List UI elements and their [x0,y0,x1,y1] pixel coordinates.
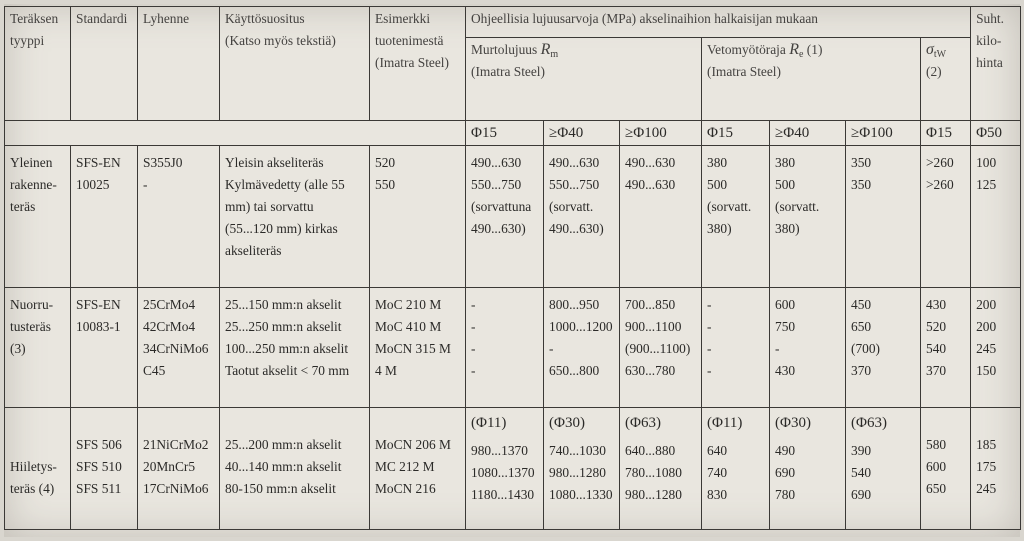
cell-line: 380) [707,221,732,236]
cell-line: Taotut akselit < 70 mm [225,363,350,378]
header-tensile-sub: m [550,49,559,60]
cell-line: (55...120 mm) kirkas [225,221,338,236]
cell-price [971,288,1021,408]
cell-re-40 [770,146,846,288]
header-fatigue-note: (2) [926,64,942,79]
cell-line: 25CrMo4 [143,297,196,312]
cell-line: teräs [10,199,36,214]
cell-line: MoCN 206 M [375,437,451,452]
cell-line: 500 [775,177,796,192]
cell-line: 175 [976,459,997,474]
header-yield-note: (1) [806,42,823,57]
header-yield-label: Vetomyötöraja [707,42,786,57]
cell-line: MC 212 M [375,459,435,474]
cell-line: 350 [851,177,872,192]
header-row-1 [5,7,1021,38]
cell-standard [71,408,138,530]
cell-line: 780...1080 [625,465,682,480]
cell-line: 740...1030 [549,443,606,458]
cell-rm-15 [466,288,544,408]
cell-line: MoC 210 M [375,297,442,312]
cell-line: 780 [775,487,796,502]
header-diameter: Φ15 [921,121,971,146]
cell-line: 430 [926,297,947,312]
cell-price [971,146,1021,288]
header-diameter: Φ50 [971,121,1021,146]
cell-line: 4 M [375,363,397,378]
header-fatigue [921,38,971,121]
header-example [370,7,466,121]
header-price-line: hinta [976,55,1003,70]
header-diameter-row [5,121,1021,146]
cell-line [225,412,364,434]
cell-line: >260 [926,177,954,192]
cell-line [10,434,65,456]
cell-re-15 [702,408,770,530]
header-example-line: tuotenimestä [375,33,444,48]
cell-line: (sorvattuna [471,199,532,214]
cell-line: 380 [707,155,728,170]
cell-example [370,146,466,288]
cell-line: 42CrMo4 [143,319,196,334]
cell-sigma [921,408,971,530]
cell-line: 650 [851,319,872,334]
cell-line: - [707,363,712,378]
header-yield-sub: e [798,49,804,60]
cell-standard [71,288,138,408]
cell-line: 1080...1330 [549,487,613,502]
header-tensile-label: Murtolujuus [471,42,538,57]
cell-line: (Φ11) [707,415,743,431]
cell-line: SFS-EN [76,297,121,312]
cell-line: >260 [926,155,954,170]
header-fatigue-symbol: σ [926,41,934,58]
cell-line: 40...140 mm:n akselit [225,459,342,474]
cell-line: 370 [926,363,947,378]
cell-line: (3) [10,341,26,356]
cell-line: 550...750 [549,177,600,192]
cell-line: 34CrNiMo6 [143,341,209,356]
cell-line [10,412,65,434]
cell-line: 980...1280 [625,487,682,502]
cell-line: 490...630) [549,221,604,236]
cell-line: 450 [851,297,872,312]
cell-line: S355J0 [143,155,183,170]
cell-line: (Φ11) [471,415,507,431]
cell-line: Yleisin akseliteräs [225,155,324,170]
cell-usage [220,408,370,530]
cell-abbreviation [138,146,220,288]
cell-line: 21NiCrMo2 [143,437,209,452]
cell-line: 540 [851,465,872,480]
cell-line: 490...630 [625,155,676,170]
cell-line: C45 [143,363,166,378]
cell-re-100 [846,146,921,288]
cell-line: 640 [707,443,728,458]
cell-line: 500 [707,177,728,192]
cell-re-40 [770,408,846,530]
header-diameter: ≥Φ40 [770,121,846,146]
cell-line [143,412,214,434]
cell-line: 100...250 mm:n akselit [225,341,349,356]
cell-line: 490...630) [471,221,526,236]
cell-line: 200 [976,319,997,334]
cell-line: mm) tai sorvattu [225,199,314,214]
group-row-carburizing [5,408,1021,530]
cell-line: 800...950 [549,297,600,312]
cell-line: (900...1100) [625,341,691,356]
cell-line: - [707,319,712,334]
cell-line: 380) [775,221,800,236]
cell-re-15 [702,146,770,288]
header-fatigue-sub: tW [933,49,947,60]
cell-line: 17CrNiMo6 [143,481,209,496]
cell-line: - [471,363,476,378]
cell-rm-15 [466,408,544,530]
header-diameter: Φ15 [466,121,544,146]
cell-rm-100 [620,146,702,288]
cell-line: MoCN 315 M [375,341,451,356]
cell-line [976,412,1015,434]
cell-line: 350 [851,155,872,170]
cell-rm-40 [544,288,620,408]
cell-line: 245 [976,341,997,356]
header-example-line: Esimerkki [375,11,431,26]
cell-type [5,408,71,530]
cell-line: 520 [926,319,947,334]
cell-usage [220,146,370,288]
cell-line: 10083-1 [76,319,121,334]
document-page [4,4,1020,537]
cell-line: 900...1100 [625,319,682,334]
cell-line: 390 [851,443,872,458]
cell-line: 430 [775,363,796,378]
cell-line: 600 [926,459,947,474]
cell-line: 1080...1370 [471,465,535,480]
cell-example [370,288,466,408]
cell-rm-15 [466,146,544,288]
cell-line: - [471,319,476,334]
cell-price [971,408,1021,530]
header-price [971,7,1021,121]
cell-line: 980...1370 [471,443,528,458]
cell-line: - [471,297,476,312]
cell-line: 185 [976,437,997,452]
cell-line: (700) [851,341,881,356]
cell-line: 540 [926,341,947,356]
cell-line: 640...880 [625,443,676,458]
header-usage-line: Käyttösuositus [225,11,305,26]
header-type-line: Teräksen [10,11,59,26]
header-type [5,7,71,121]
header-type-line: tyyppi [10,33,45,48]
cell-line: SFS 511 [76,481,122,496]
cell-line: 580 [926,437,947,452]
cell-rm-40 [544,408,620,530]
cell-line: (Φ30) [775,415,811,431]
cell-line: 490...630 [471,155,522,170]
cell-line: 380 [775,155,796,170]
cell-line: 200 [976,297,997,312]
header-diameter: ≥Φ100 [846,121,921,146]
cell-line [375,412,460,434]
cell-line: 700...850 [625,297,676,312]
header-price-line: Suht. [976,11,1004,26]
cell-rm-40 [544,146,620,288]
cell-re-40 [770,288,846,408]
cell-re-15 [702,288,770,408]
cell-type [5,288,71,408]
cell-line: Nuorru- [10,297,54,312]
cell-line: 520 [375,155,396,170]
cell-line: 650...800 [549,363,600,378]
cell-line: - [707,341,712,356]
cell-line: 245 [976,481,997,496]
cell-sigma [921,288,971,408]
header-example-line: (Imatra Steel) [375,55,449,70]
cell-line: - [775,341,780,356]
cell-line: 690 [851,487,872,502]
header-diameter: ≥Φ40 [544,121,620,146]
cell-line: rakenne- [10,177,57,192]
header-usage [220,7,370,121]
cell-line: - [549,341,554,356]
cell-line: 490...630 [625,177,676,192]
cell-line: (sorvatt. [707,199,752,214]
header-diameter: Φ15 [702,121,770,146]
cell-line: 1000...1200 [549,319,613,334]
cell-line: 370 [851,363,872,378]
header-yield-symbol: R [789,41,799,58]
cell-line: Hiiletys- [10,459,57,474]
header-usage-line: (Katso myös tekstiä) [225,33,336,48]
cell-line: akseliteräs [225,243,282,258]
header-price-line: kilo- [976,33,1002,48]
cell-line: 25...200 mm:n akselit [225,437,342,452]
cell-type [5,146,71,288]
header-tensile-source: (Imatra Steel) [471,64,545,79]
cell-re-100 [846,408,921,530]
header-abbreviation-text: Lyhenne [143,11,190,26]
cell-rm-100 [620,288,702,408]
cell-line: 600 [775,297,796,312]
cell-rm-100 [620,408,702,530]
cell-line: 490 [775,443,796,458]
cell-line: (sorvatt. [549,199,594,214]
cell-line: MoC 410 M [375,319,442,334]
cell-line: - [707,297,712,312]
group-row-general [5,146,1021,288]
cell-line: - [471,341,476,356]
cell-line: 650 [926,481,947,496]
cell-line: (Φ63) [851,415,887,431]
cell-line: 150 [976,363,997,378]
cell-line: Kylmävedetty (alle 55 [225,177,345,192]
cell-line: teräs (4) [10,481,55,496]
cell-line [76,412,132,434]
cell-line: 1180...1430 [471,487,535,502]
cell-line: 980...1280 [549,465,606,480]
cell-line [926,412,965,434]
cell-line: 25...250 mm:n akselit [225,319,342,334]
cell-line: 740 [707,465,728,480]
header-diameter-spacer [5,121,466,146]
cell-line: 550...750 [471,177,522,192]
cell-example [370,408,466,530]
cell-sigma [921,146,971,288]
header-yield-source: (Imatra Steel) [707,64,781,79]
cell-line: 25...150 mm:n akselit [225,297,342,312]
cell-line: 10025 [76,177,110,192]
cell-line: 20MnCr5 [143,459,196,474]
cell-line: 690 [775,465,796,480]
cell-line: SFS 506 [76,437,122,452]
cell-usage [220,288,370,408]
steel-properties-table [4,6,1021,530]
cell-line: 830 [707,487,728,502]
cell-line: - [143,177,148,192]
cell-line: 550 [375,177,396,192]
cell-re-100 [846,288,921,408]
header-standard [71,7,138,121]
header-diameter: ≥Φ100 [620,121,702,146]
cell-line: 630...780 [625,363,676,378]
cell-standard [71,146,138,288]
header-abbreviation [138,7,220,121]
cell-line: MoCN 216 [375,481,436,496]
cell-line: SFS-EN [76,155,121,170]
cell-line: 80-150 mm:n akselit [225,481,336,496]
cell-line: SFS 510 [76,459,122,474]
cell-line: Yleinen [10,155,53,170]
header-yield [702,38,921,121]
group-row-tempering [5,288,1021,408]
cell-line: (sorvatt. [775,199,820,214]
cell-line: 750 [775,319,796,334]
header-tensile-symbol: R [540,41,551,58]
cell-line: 100 [976,155,997,170]
header-group-title: Ohjeellisia lujuusarvoja (MPa) akselinaihion halkaisijan mukaan [466,7,971,38]
cell-line: (Φ63) [625,415,661,431]
cell-abbreviation [138,288,220,408]
cell-line: 125 [976,177,997,192]
cell-line: tusteräs [10,319,51,334]
cell-abbreviation [138,408,220,530]
cell-line: (Φ30) [549,415,585,431]
header-tensile [466,38,702,121]
header-standard-text: Standardi [76,11,128,26]
cell-line: 490...630 [549,155,600,170]
